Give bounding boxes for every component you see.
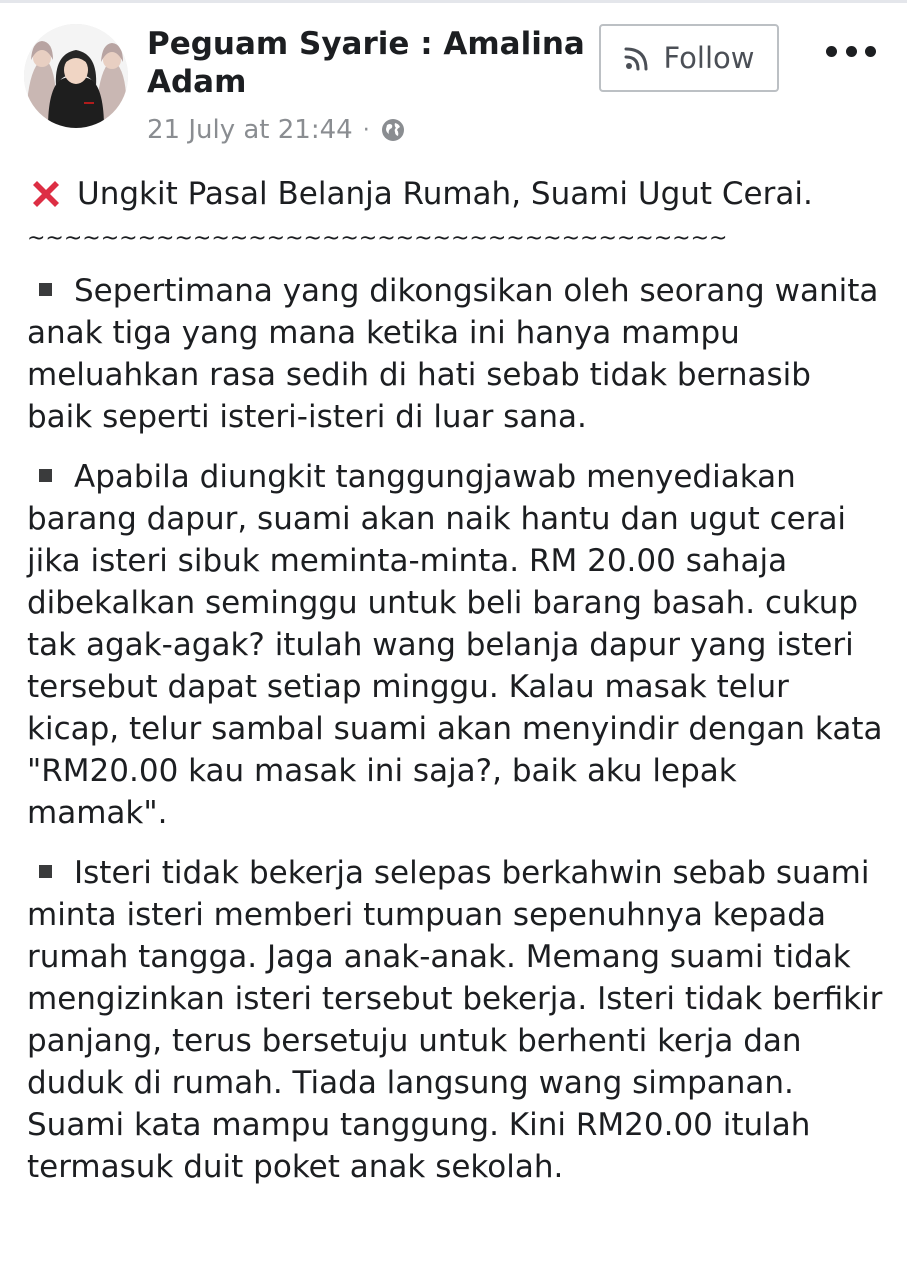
- rss-icon: [624, 45, 650, 71]
- post-timestamp[interactable]: 21 July at 21:44: [147, 115, 353, 145]
- more-dot: [865, 46, 876, 57]
- more-dot: [846, 46, 857, 57]
- avatar-image: [24, 24, 128, 128]
- post-meta: [147, 112, 406, 148]
- more-dot: [826, 46, 837, 57]
- square-bullet-icon: [39, 865, 52, 878]
- post-body: [27, 166, 885, 1206]
- follow-label: Follow: [663, 41, 755, 75]
- globe-icon: [380, 117, 406, 143]
- headline-text: Ungkit Pasal Belanja Rumah, Suami Ugut Cerai.: [77, 176, 813, 212]
- avatar[interactable]: [24, 24, 128, 128]
- paragraph: [27, 270, 885, 438]
- paragraph: [27, 852, 885, 1188]
- paragraph: [27, 456, 885, 834]
- paragraph-text: Isteri tidak bekerja selepas berkahwin sebab suami minta isteri memberi tumpuan sepenuhnya kepada rumah tangga. Jaga anak-anak. Memang suami tidak mengizinkan isteri tersebut bekerja. Isteri tidak berfikir panjang, terus bersetuju untuk berhenti kerja dan duduk di rumah. Tiada langsung wang simpanan. Suami kata mampu tanggung. Kini RM20.00 itulah termasuk duit poket anak sekolah.: [27, 855, 883, 1185]
- author-name[interactable]: Peguam Syarie : Amalina Adam: [147, 26, 585, 100]
- post-headline: [27, 166, 885, 222]
- post-header: [0, 0, 907, 160]
- square-bullet-icon: [39, 469, 52, 482]
- paragraph-text: Apabila diungkit tanggungjawab menyediakan barang dapur, suami akan naik hantu dan ugut cerai jika isteri sibuk meminta-minta. RM 20.00 sahaja dibekalkan seminggu untuk beli barang basah. cukup tak agak-agak? itulah wang belanja dapur yang isteri tersebut dapat setiap minggu. Kalau masak telur kicap, telur sambal suami akan menyindir dengan kata "RM20.00 kau masak ini saja?, baik aku lepak mamak".: [27, 459, 883, 831]
- more-options-icon[interactable]: [826, 36, 876, 66]
- meta-separator: ·: [362, 117, 370, 143]
- square-bullet-icon: [39, 283, 52, 296]
- follow-button[interactable]: [599, 24, 779, 92]
- paragraph-text: Sepertimana yang dikongsikan oleh seorang wanita anak tiga yang mana ketika ini hanya mampu meluahkan rasa sedih di hati sebab tidak bernasib baik seperti isteri-isteri di luar sana.: [27, 273, 879, 435]
- tilde-divider: ~~~~~~~~~~~~~~~~~~~~~~~~~~~~~~~~~~~~~~: [27, 228, 728, 251]
- red-cross-icon: [27, 175, 65, 213]
